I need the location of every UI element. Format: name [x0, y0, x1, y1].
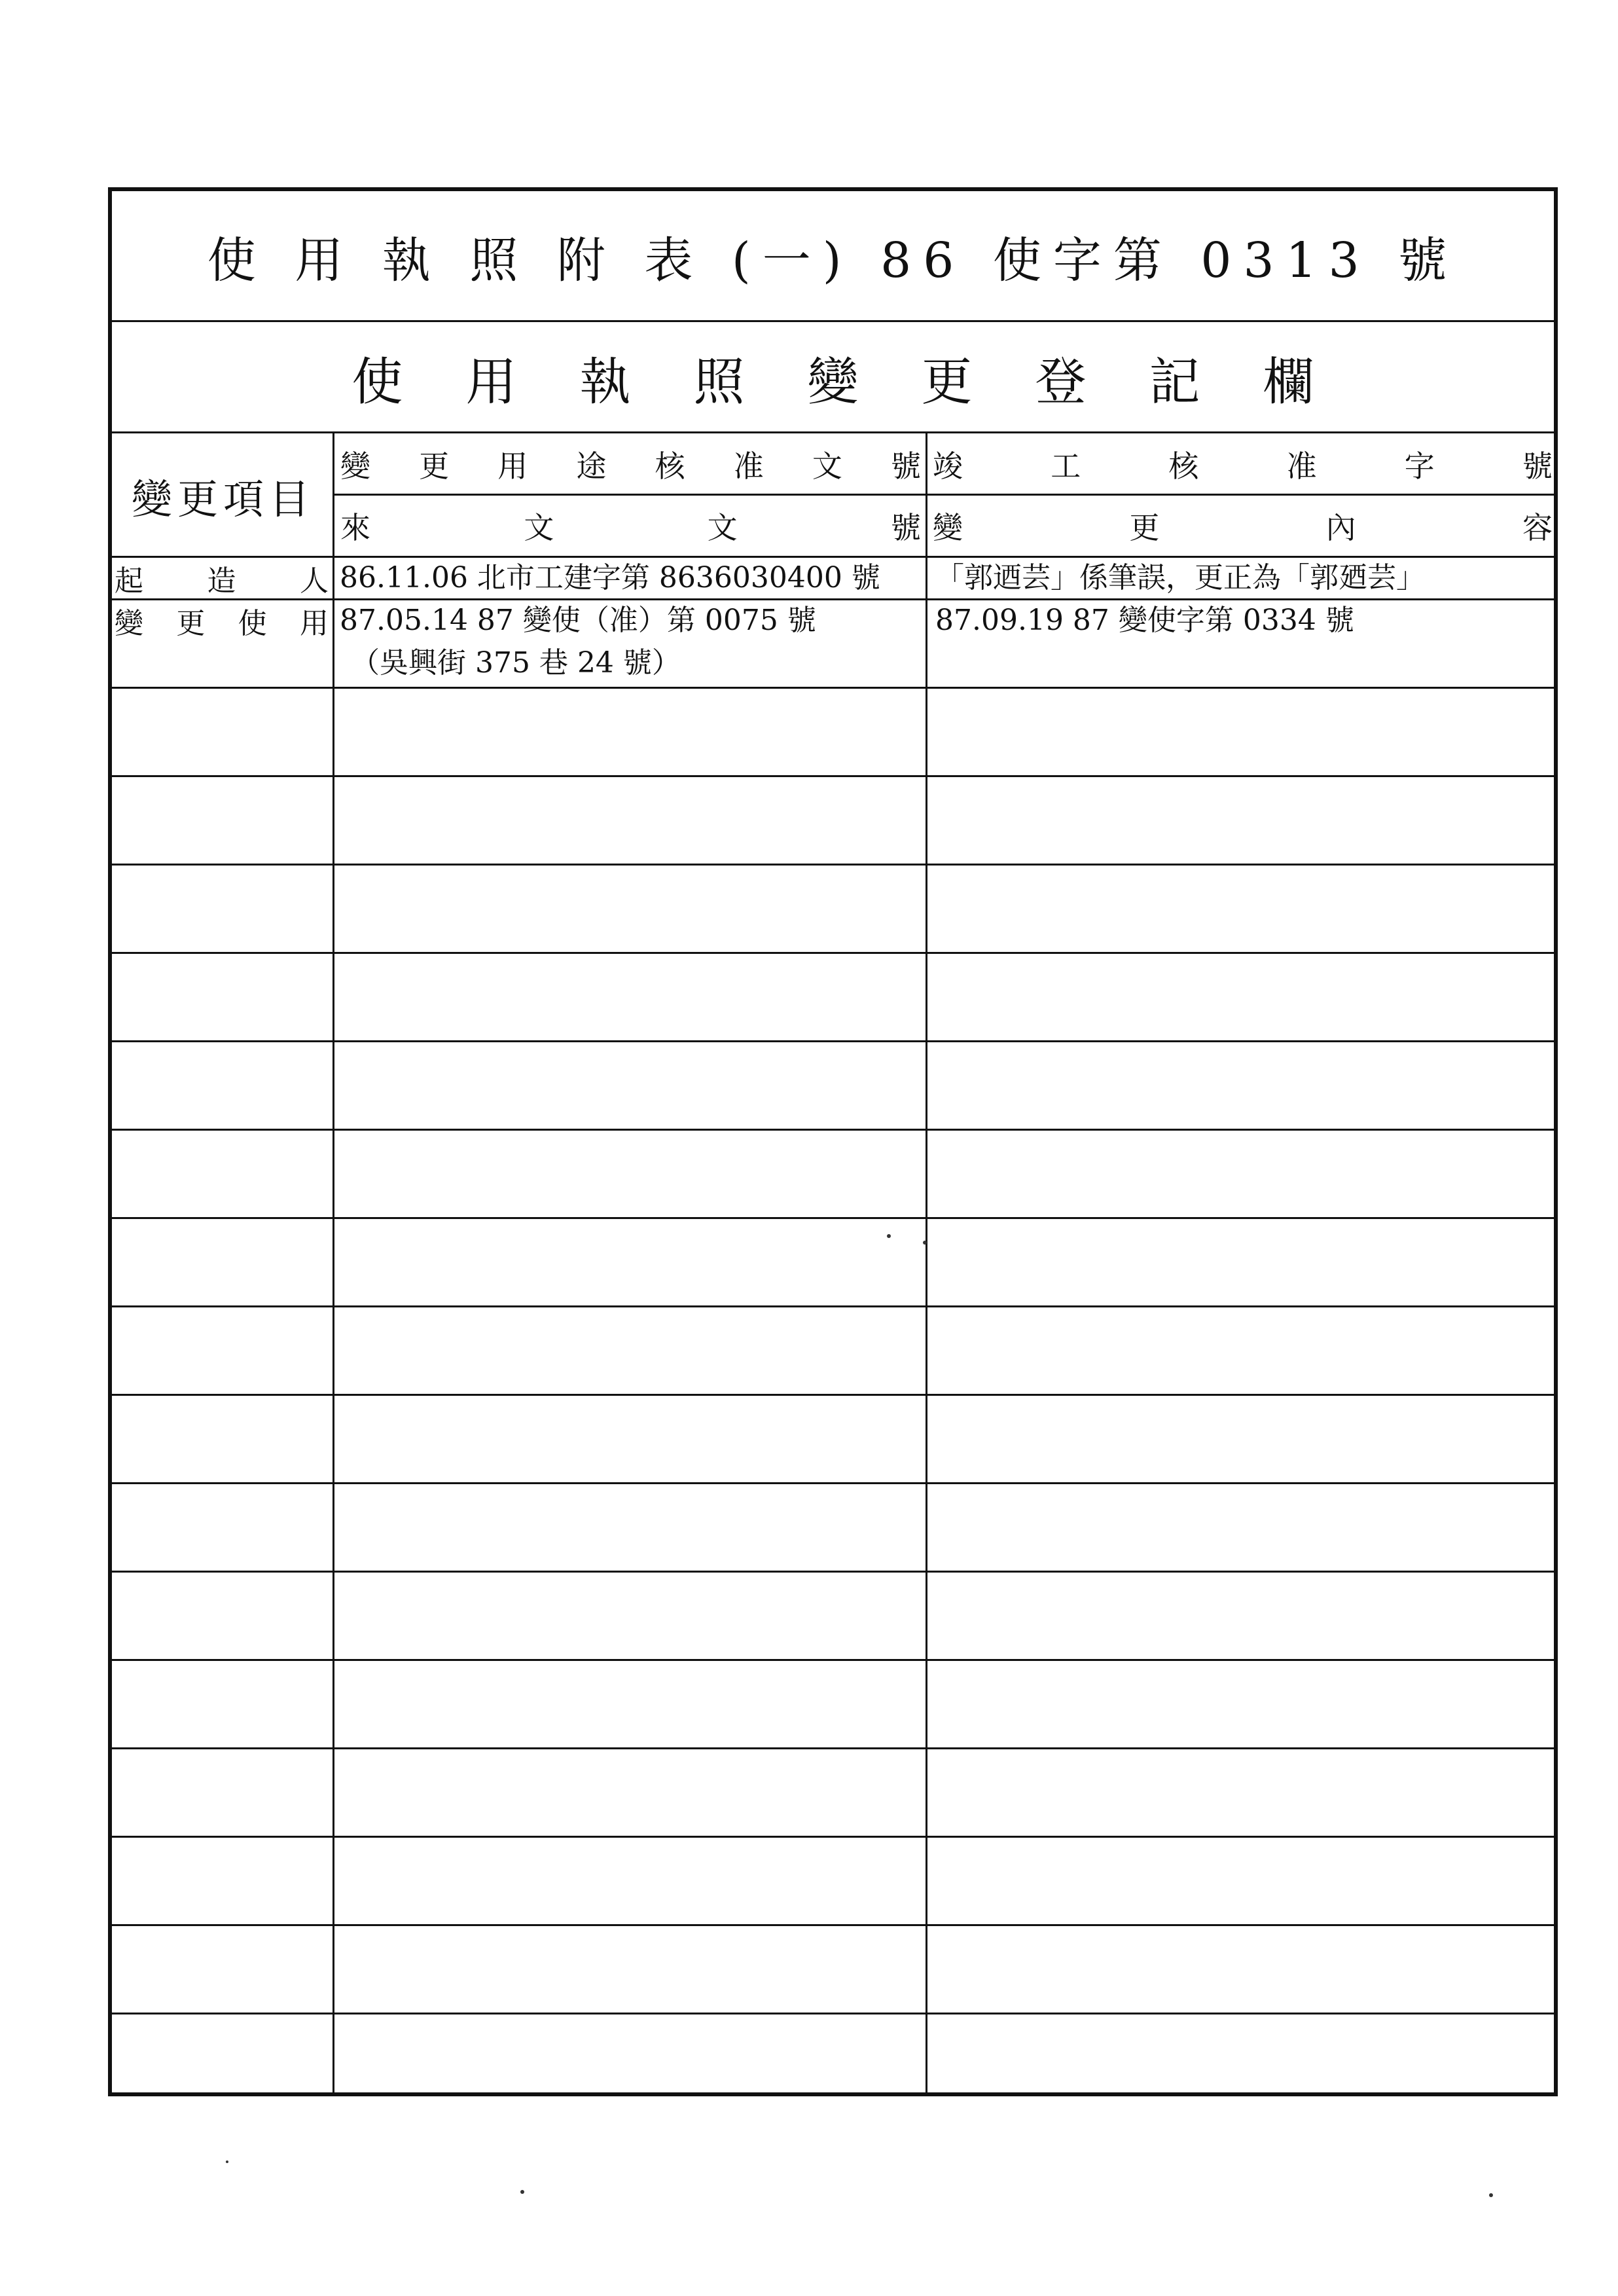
- section-title-char: 用: [465, 353, 517, 412]
- row-divider: [112, 1659, 1554, 1661]
- section-title-char: 照: [693, 353, 745, 412]
- section-title-char: 登: [1035, 353, 1087, 412]
- section-title-char: 欄: [1263, 353, 1314, 412]
- row-divider: [112, 1924, 1554, 1926]
- row-1-item: 起 造 人: [115, 564, 329, 598]
- scan-speck: [1489, 2193, 1493, 2197]
- scan-speck: [887, 1234, 891, 1238]
- completion-no-header: 竣 工 核 准 字 號: [933, 448, 1553, 484]
- row-divider: [112, 1217, 1554, 1219]
- column-divider: [926, 431, 927, 2092]
- row-divider: [112, 687, 1554, 689]
- row-divider: [112, 1129, 1554, 1131]
- incoming-doc-header: 來 文 文 號: [340, 510, 921, 545]
- section-title: [112, 322, 1554, 433]
- section-title-char: 記: [1149, 353, 1200, 412]
- section-title-char: 使: [351, 353, 403, 412]
- scan-speck: [226, 2160, 228, 2163]
- row-divider: [112, 1482, 1554, 1484]
- section-title-char: 執: [579, 353, 631, 412]
- row-divider: [112, 1747, 1554, 1749]
- row-divider: [112, 1571, 1554, 1573]
- section-title-char: 變: [807, 353, 859, 412]
- header-mid-divider: [334, 494, 1554, 496]
- row-1-content: 「郭迺芸」係筆誤，更正為「郭廼芸」: [935, 561, 1425, 594]
- row-2-doc-no: 87.05.14 87 變使（准）第 0075 號: [340, 604, 816, 637]
- row-divider: [112, 1040, 1554, 1042]
- page-title: 使 用 執 照 附 表 (一) 86 使字第 0313 號: [207, 232, 1459, 289]
- row-divider: [112, 1836, 1554, 1838]
- row-divider: [112, 1305, 1554, 1307]
- row-1-doc-no: 86.11.06 北市工建字第 8636030400 號: [340, 561, 880, 594]
- scan-speck: [520, 2190, 524, 2194]
- section-title-char: 更: [921, 353, 973, 412]
- row-2-doc-no-line2: （吳興街 375 巷 24 號）: [351, 646, 681, 680]
- registration-table: [108, 187, 1558, 2096]
- row-2-item: 變 更 使 用: [115, 607, 329, 640]
- row-divider: [112, 1394, 1554, 1396]
- row-divider: [112, 775, 1554, 777]
- change-content-header: 變 更 內 容: [933, 510, 1553, 545]
- scan-speck: [923, 1241, 927, 1245]
- row-divider: [112, 952, 1554, 954]
- row-divider: [112, 864, 1554, 866]
- approval-no-header: 變 更 用 途 核 准 文 號: [340, 448, 921, 484]
- row-divider: [112, 2013, 1554, 2014]
- row-2-content: 87.09.19 87 變使字第 0334 號: [935, 604, 1354, 637]
- change-item-header: 變更項目: [131, 475, 315, 523]
- column-divider: [333, 431, 334, 2092]
